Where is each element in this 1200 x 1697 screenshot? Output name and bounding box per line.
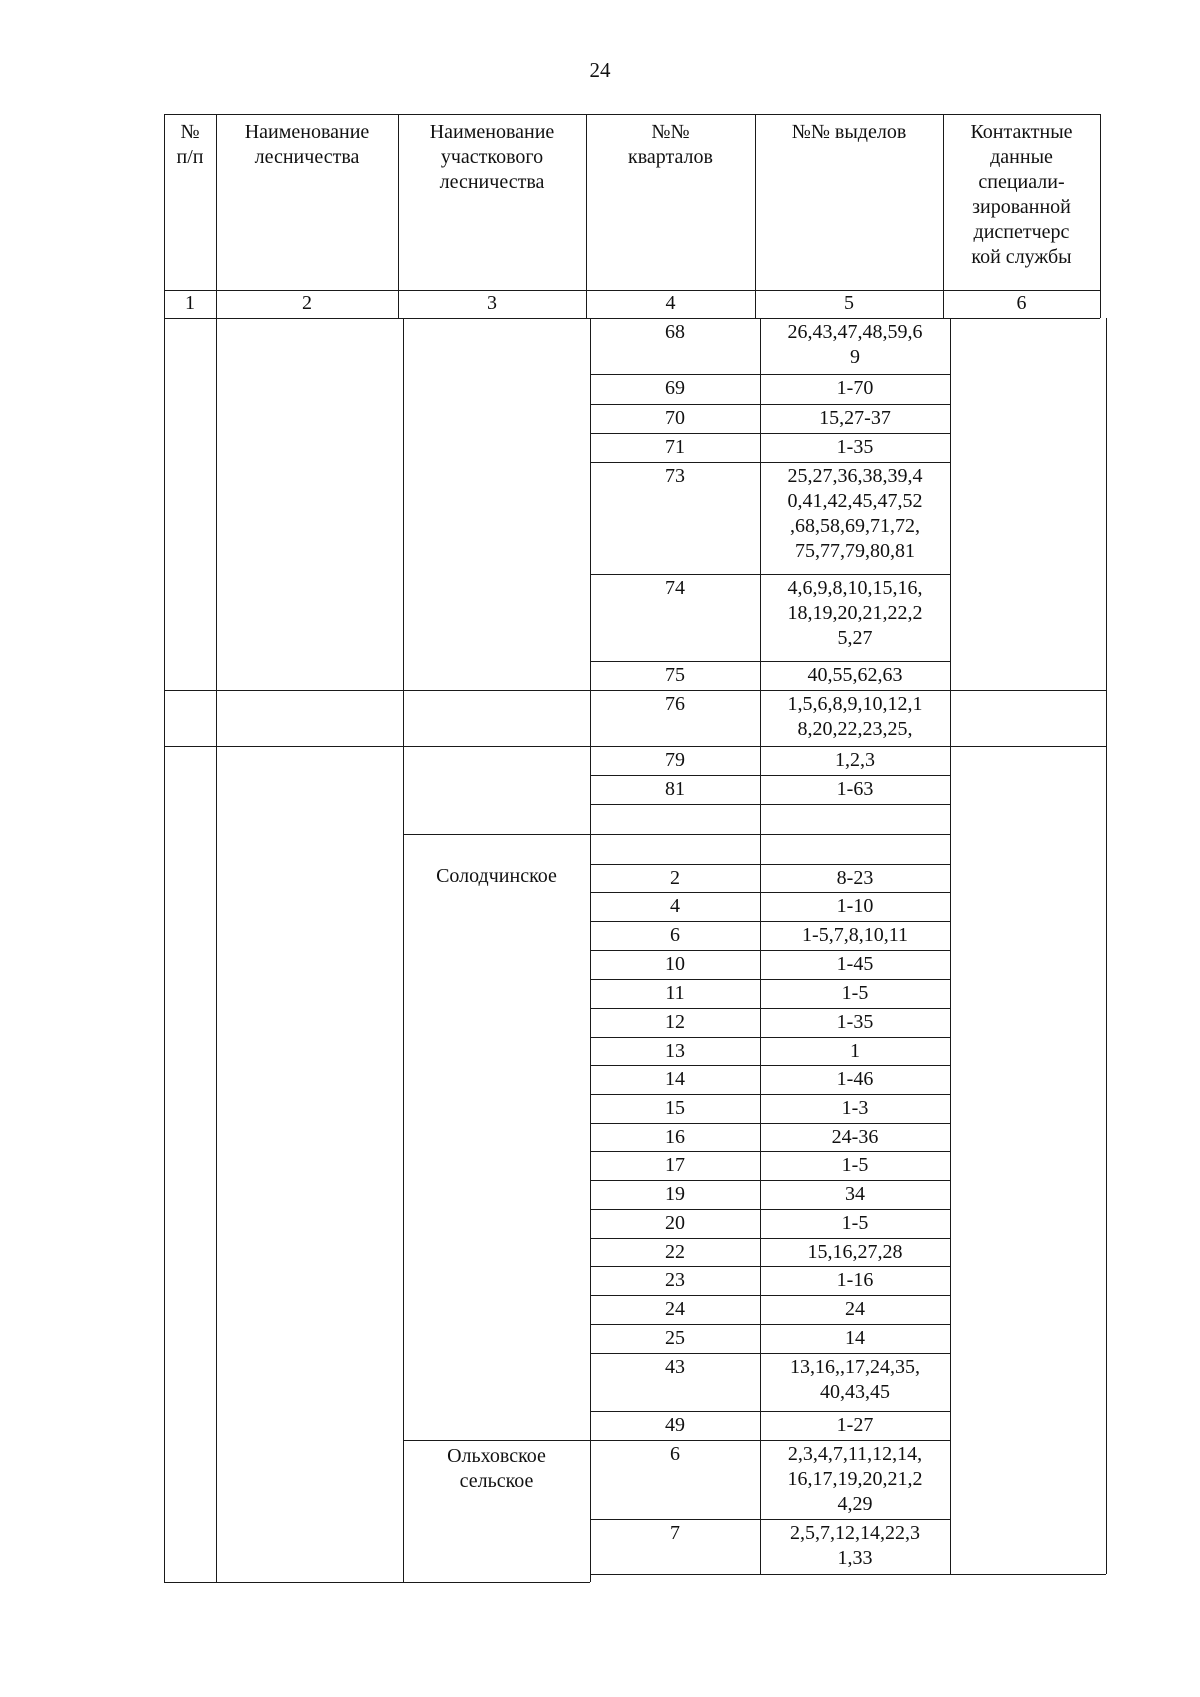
- header-district-line: Наименование: [429, 121, 555, 143]
- quarter-cell: 70: [665, 407, 685, 429]
- allotments-cell: [760, 1326, 950, 1351]
- allotments-cell: [760, 1297, 950, 1322]
- allotments-cell: [760, 1521, 950, 1571]
- header-quarters: [586, 120, 755, 170]
- quarter-cell: 13: [665, 1040, 685, 1062]
- allotments-cell-line: 16,17,19,20,21,2: [787, 1468, 923, 1490]
- header-contacts-line: Контактные: [970, 121, 1073, 143]
- allotments-cell: [760, 894, 950, 919]
- table-rule: [590, 1065, 950, 1066]
- header-district: [398, 120, 586, 195]
- allotments-cell-line: 1-63: [836, 778, 874, 800]
- allotments-cell: [760, 748, 950, 773]
- table-rule: [164, 1582, 590, 1583]
- quarter-cell: 69: [665, 377, 685, 399]
- allotments-cell-line: 4,6,9,8,10,15,16,: [787, 577, 923, 599]
- allotments-cell-line: 1-5: [841, 1154, 869, 1176]
- header-district-line: лесничества: [439, 171, 545, 193]
- header-forestry: [216, 120, 398, 170]
- table-rule: [590, 1295, 950, 1296]
- allotments-cell-line: 8-23: [836, 867, 874, 889]
- quarter-cell: 43: [665, 1356, 685, 1378]
- table-rule: [403, 834, 590, 835]
- table-rule: [950, 318, 951, 1574]
- header-num: [164, 120, 216, 170]
- allotments-cell-line: 25,27,36,38,39,4: [787, 465, 923, 487]
- table-rule: [590, 1266, 950, 1267]
- allotments-cell-line: 18,19,20,21,22,2: [787, 602, 923, 624]
- header-forestry-line: Наименование: [244, 121, 370, 143]
- allotments-cell: [760, 981, 950, 1006]
- quarter-cell: 76: [665, 693, 685, 715]
- allotments-cell-line: 24: [845, 1298, 865, 1320]
- allotments-cell-line: 1,33: [837, 1547, 873, 1569]
- header-contacts-line: кой службы: [971, 246, 1072, 268]
- header-district-line: участкового: [440, 146, 544, 168]
- quarter-cell: 81: [665, 778, 685, 800]
- column-number-line: 4: [665, 292, 676, 314]
- allotments-cell-line: 2,3,4,7,11,12,14,: [787, 1443, 923, 1465]
- table-rule: [590, 950, 950, 951]
- header-contacts-line: зированной: [972, 196, 1071, 218]
- column-number: [755, 291, 943, 316]
- header-num-line: №: [180, 121, 200, 143]
- allotments-cell-line: 1-3: [841, 1097, 869, 1119]
- table-rule: [590, 1440, 950, 1441]
- table-rule: [590, 834, 950, 835]
- allotments-cell: [760, 376, 950, 401]
- table-rule: [590, 1037, 950, 1038]
- header-contacts-line: данные: [990, 146, 1053, 168]
- district-olkhovskoe-line: Ольховское: [447, 1445, 546, 1467]
- column-number: [943, 291, 1100, 316]
- quarter-cell: 4: [670, 895, 680, 917]
- allotments-cell-line: 40,55,62,63: [807, 664, 903, 686]
- allotments-cell-line: 1-46: [836, 1068, 874, 1090]
- table-rule: [590, 864, 950, 865]
- allotments-cell-line: 1-16: [836, 1269, 874, 1291]
- allotments-cell-line: 8,20,22,23,25,: [797, 718, 913, 740]
- quarter-cell: 20: [665, 1212, 685, 1234]
- table-rule: [590, 433, 950, 434]
- allotments-cell: [760, 1096, 950, 1121]
- quarter-cell: 49: [665, 1414, 685, 1436]
- quarter-cell: 11: [665, 982, 685, 1004]
- table-rule: [590, 661, 950, 662]
- table-rule: [1106, 318, 1107, 1574]
- quarter-cell: 74: [665, 577, 685, 599]
- allotments-cell-line: 1,2,3: [835, 749, 875, 771]
- column-number-line: 5: [844, 292, 854, 314]
- allotments-cell-line: 40,43,45: [820, 1381, 890, 1403]
- district-olkhovskoe-line: сельское: [459, 1470, 534, 1492]
- allotments-cell-line: 0,41,42,45,47,52: [787, 490, 923, 512]
- table-rule: [590, 1353, 950, 1354]
- allotments-cell-line: 5,27: [837, 627, 873, 649]
- quarter-cell: 19: [665, 1183, 685, 1205]
- table-rule: [164, 746, 1106, 747]
- allotments-cell-line: 1-10: [836, 895, 874, 917]
- allotments-cell-line: 26,43,47,48,59,6: [787, 321, 923, 343]
- allotments-cell: [760, 692, 950, 742]
- quarter-cell: 25: [665, 1327, 685, 1349]
- column-number: [398, 291, 586, 316]
- table-rule: [590, 1094, 950, 1095]
- allotments-cell: [760, 576, 950, 651]
- allotments-cell-line: 1,5,6,8,9,10,12,1: [787, 693, 923, 715]
- table-rule: [590, 462, 950, 463]
- allotments-cell-line: 1-5,7,8,10,11: [802, 924, 908, 946]
- allotments-cell: [760, 866, 950, 891]
- allotments-cell: [760, 1413, 950, 1438]
- allotments-cell: [760, 1268, 950, 1293]
- quarter-cell: 22: [665, 1241, 685, 1263]
- allotments-cell: [760, 663, 950, 688]
- table-rule: [403, 318, 404, 1582]
- table-rule: [590, 1411, 950, 1412]
- column-number: [586, 291, 755, 316]
- allotments-cell: [760, 1067, 950, 1092]
- table-rule: [164, 690, 1106, 691]
- allotments-cell-line: 2,5,7,12,14,22,3: [790, 1522, 920, 1544]
- allotments-cell: [760, 464, 950, 564]
- allotments-cell-line: 34: [845, 1183, 865, 1205]
- quarter-cell: 15: [665, 1097, 685, 1119]
- allotments-cell: [760, 406, 950, 431]
- header-num-line: п/п: [176, 146, 204, 168]
- allotments-cell: [760, 1153, 950, 1178]
- allotments-cell-line: 1-45: [836, 953, 874, 975]
- allotments-cell: [760, 1240, 950, 1265]
- header-contacts-line: специали-: [978, 171, 1065, 193]
- quarter-cell: 17: [665, 1154, 685, 1176]
- allotments-cell: [760, 435, 950, 460]
- allotments-cell: [760, 777, 950, 802]
- district-olkhovskoe: [403, 1444, 590, 1494]
- allotments-cell-line: 75,77,79,80,81: [795, 540, 915, 562]
- quarter-cell: 14: [665, 1068, 685, 1090]
- table-rule: [590, 775, 950, 776]
- allotments-cell: [760, 952, 950, 977]
- table-rule: [590, 892, 950, 893]
- table-rule: [590, 374, 950, 375]
- district-solodchinskoe-line: Солодчинское: [436, 865, 557, 887]
- quarter-cell: 24: [665, 1298, 685, 1320]
- quarter-cell: 73: [665, 465, 685, 487]
- quarter-cell: 10: [665, 953, 685, 975]
- allotments-cell: [760, 1211, 950, 1236]
- column-number-line: 1: [185, 292, 195, 314]
- quarter-cell: 6: [670, 1443, 680, 1465]
- allotments-cell-line: 1-70: [836, 377, 874, 399]
- column-number-line: 3: [487, 292, 497, 314]
- allotments-cell-line: 1: [850, 1040, 860, 1062]
- allotments-cell-line: 1-35: [836, 436, 874, 458]
- allotments-cell: [760, 923, 950, 948]
- quarter-cell: 12: [665, 1011, 685, 1033]
- allotments-cell: [760, 320, 950, 370]
- quarter-cell: 79: [665, 749, 685, 771]
- allotments-cell-line: 9: [850, 346, 860, 368]
- column-number: [216, 291, 398, 316]
- quarter-cell: 16: [665, 1126, 685, 1148]
- table-rule: [590, 1324, 950, 1325]
- header-quarters-line: №№: [651, 121, 690, 143]
- allotments-cell-line: 13,16,,17,24,35,: [790, 1356, 920, 1378]
- table-rule: [216, 318, 217, 1582]
- district-solodchinskoe: [403, 864, 590, 889]
- allotments-cell-line: 24-36: [831, 1126, 879, 1148]
- table-rule: [590, 574, 950, 575]
- table-rule: [590, 1574, 1106, 1575]
- quarter-cell: 75: [665, 664, 685, 686]
- allotments-cell: [760, 1182, 950, 1207]
- quarter-cell: 71: [665, 436, 685, 458]
- table-rule: [164, 318, 1100, 319]
- column-number: [164, 291, 216, 316]
- table-rule: [590, 979, 950, 980]
- allotments-cell: [760, 1039, 950, 1064]
- table-rule: [590, 1519, 950, 1520]
- allotments-cell: [760, 1442, 950, 1517]
- allotments-cell: [760, 1010, 950, 1035]
- quarter-cell: 2: [670, 867, 680, 889]
- header-contacts: [943, 120, 1100, 270]
- header-contacts-line: диспетчерс: [973, 221, 1070, 243]
- table-rule: [164, 318, 165, 1582]
- table-rule: [164, 114, 1100, 115]
- table-rule: [590, 1209, 950, 1210]
- allotments-cell-line: 1-27: [836, 1414, 874, 1436]
- table-rule: [1100, 114, 1101, 318]
- header-allotments: [755, 120, 943, 145]
- allotments-cell-line: 15,16,27,28: [807, 1241, 903, 1263]
- table-rule: [590, 404, 950, 405]
- table-rule: [590, 1008, 950, 1009]
- column-number-line: 6: [1016, 292, 1027, 314]
- header-forestry-line: лесничества: [254, 146, 360, 168]
- allotments-cell-line: 4,29: [837, 1493, 873, 1515]
- header-allotments-line: №№ выделов: [791, 121, 907, 143]
- allotments-cell-line: ,68,58,69,71,72,: [790, 515, 920, 537]
- header-quarters-line: кварталов: [628, 146, 713, 168]
- quarter-cell: 68: [665, 321, 685, 343]
- allotments-cell-line: 1-5: [841, 1212, 869, 1234]
- table-rule: [590, 1151, 950, 1152]
- table-rule: [590, 921, 950, 922]
- allotments-cell-line: 1-35: [836, 1011, 874, 1033]
- allotments-cell-line: 14: [845, 1327, 865, 1349]
- column-number-line: 2: [302, 292, 312, 314]
- allotments-cell: [760, 1355, 950, 1405]
- allotments-cell: [760, 1125, 950, 1150]
- table-rule: [590, 804, 950, 805]
- quarter-cell: 7: [670, 1522, 680, 1544]
- allotments-cell-line: 1-5: [841, 982, 869, 1004]
- table-rule: [590, 1123, 950, 1124]
- quarter-cell: 23: [665, 1269, 685, 1291]
- table-rule: [403, 1440, 590, 1441]
- table-rule: [590, 1180, 950, 1181]
- page-number: 24: [589, 58, 611, 82]
- table-rule: [590, 1238, 950, 1239]
- quarter-cell: 6: [670, 924, 680, 946]
- allotments-cell-line: 15,27-37: [819, 407, 891, 429]
